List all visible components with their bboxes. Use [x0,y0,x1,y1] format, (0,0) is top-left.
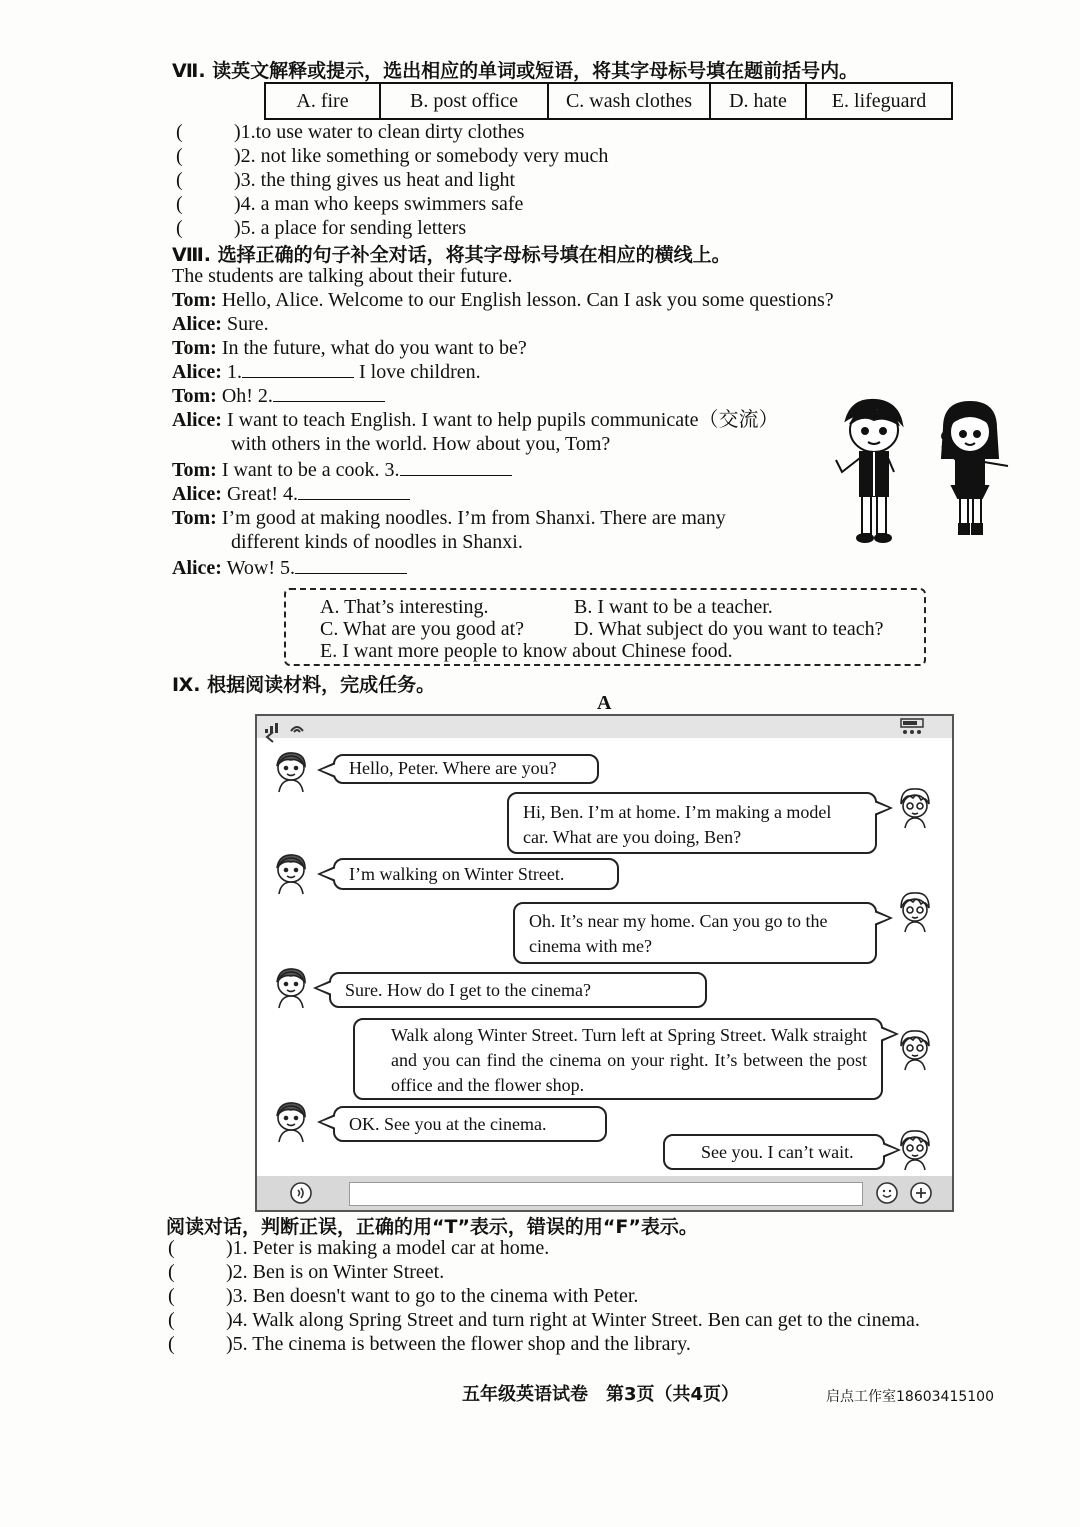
chat-phone [255,714,954,1212]
dialogue-line-4: Alice: 1. I love children. [172,361,481,383]
word-bank [264,82,953,120]
emoji-icon[interactable] [875,1181,899,1205]
peter-avatar-icon [895,1128,935,1172]
boy-figure-icon [836,400,902,542]
dialogue-line-9b: different kinds of noodles in Shanxi. [231,531,523,553]
options-box [284,588,926,666]
word-c: C. wash clothes [549,84,711,118]
dialogue-line-5: Tom: Oh! 2. [172,384,385,408]
q9-item-1: ( )1. Peter is making a model car at home. [168,1237,550,1259]
peter-avatar-icon [895,786,935,830]
peter-avatar-icon [895,890,935,934]
message-input[interactable] [349,1182,863,1206]
chat-bubble-peter-3: Walk along Winter Street. Turn left at Spring Street. Walk straight and you can find the cinema on your right. It’s between the post office and the flower shop. [353,1018,883,1100]
option-d: D. What subject do you want to teach? [574,618,884,640]
task-title: 阅读对话，判断正误，正确的用“T”表示，错误的用“F”表示。 [166,1216,698,1238]
option-b: B. I want to be a teacher. [574,596,773,618]
chat-bubble-ben-1: Hello, Peter. Where are you? [333,754,599,784]
peter-avatar-icon [895,1028,935,1072]
answer-blank-2[interactable] [273,385,385,402]
chat-bubble-peter-1: Hi, Ben. I’m at home. I’m making a model car. What are you doing, Ben? [507,792,877,854]
back-arrow-icon[interactable] [263,730,277,744]
ben-avatar-icon [271,1100,311,1144]
dialogue-line-8: Alice: Great! 4. [172,482,410,506]
option-c: C. What are you good at? [320,618,525,640]
chat-bubble-peter-2: Oh. It’s near my home. Can you go to the cinema with me? [513,902,877,964]
dialogue-line-6b: with others in the world. How about you, Tom? [231,433,611,455]
dialogue-line-6: Alice: I want to teach English. I want to help pupils communicate（交流） [172,409,779,431]
q9-item-5: ( )5. The cinema is between the flower shop and the library. [168,1333,691,1355]
dialogue-line-9: Tom: I’m good at making noodles. I’m from Shanxi. There are many [172,507,726,529]
ben-avatar-icon [271,852,311,896]
q7-item-2: ( )2. not like something or somebody very much [176,145,609,167]
answer-blank-1[interactable] [242,361,354,378]
kids-illustration [832,398,1032,548]
dialogue-line-3: Tom: In the future, what do you want to be? [172,337,527,359]
answer-blank-3[interactable] [400,459,512,476]
phone-status-bar [257,716,952,738]
add-icon[interactable] [909,1181,933,1205]
answer-blank-4[interactable] [298,483,410,500]
chat-bubble-ben-4: OK. See you at the cinema. [333,1106,607,1142]
q7-item-4: ( )4. a man who keeps swimmers safe [176,193,524,215]
chat-input-bar [257,1176,952,1210]
battery-menu-icon [897,718,933,736]
passage-label: A [597,692,612,714]
ben-avatar-icon [271,750,311,794]
section8-title: Ⅷ. 选择正确的句子补全对话，将其字母标号填在相应的横线上。 [172,244,731,266]
dialogue-intro: The students are talking about their future. [172,265,513,287]
q9-item-3: ( )3. Ben doesn't want to go to the cinema with Peter. [168,1285,639,1307]
word-b: B. post office [381,84,549,118]
section7-title: Ⅶ. 读英文解释或提示，选出相应的单词或短语，将其字母标号填在题前括号内。 [172,60,859,82]
chat-bubble-ben-3: Sure. How do I get to the cinema? [329,972,707,1008]
option-a: A. That’s interesting. [320,596,489,618]
page-footer: 五年级英语试卷 第3页（共4页） [462,1384,740,1405]
word-a: A. fire [266,84,381,118]
word-e: E. lifeguard [831,90,927,112]
girl-figure-icon [942,402,1008,534]
q9-item-2: ( )2. Ben is on Winter Street. [168,1261,445,1283]
answer-blank-5[interactable] [295,557,407,574]
section9-title: Ⅸ. 根据阅读材料，完成任务。 [172,674,436,696]
option-e: E. I want more people to know about Chinese food. [320,640,733,662]
dialogue-line-1: Tom: Hello, Alice. Welcome to our English lesson. Can I ask you some questions? [172,289,834,311]
word-d: D. hate [711,84,807,118]
ben-avatar-icon [271,966,311,1010]
chat-bubble-peter-4: See you. I can’t wait. [663,1134,885,1170]
q7-item-5: ( )5. a place for sending letters [176,217,467,239]
dialogue-line-2: Alice: Sure. [172,313,269,335]
dialogue-line-7: Tom: I want to be a cook. 3. [172,458,512,482]
q7-item-1: ( )1.to use water to clean dirty clothes [176,121,525,143]
q9-item-4: ( )4. Walk along Spring Street and turn right at Winter Street. Ben can get to the cinema. [168,1309,920,1331]
studio-watermark: 启点工作室18603415100 [826,1389,994,1405]
dialogue-line-10: Alice: Wow! 5. [172,556,407,580]
chat-bubble-ben-2: I’m walking on Winter Street. [333,858,619,890]
voice-icon[interactable] [289,1181,313,1205]
q7-item-3: ( )3. the thing gives us heat and light [176,169,516,191]
